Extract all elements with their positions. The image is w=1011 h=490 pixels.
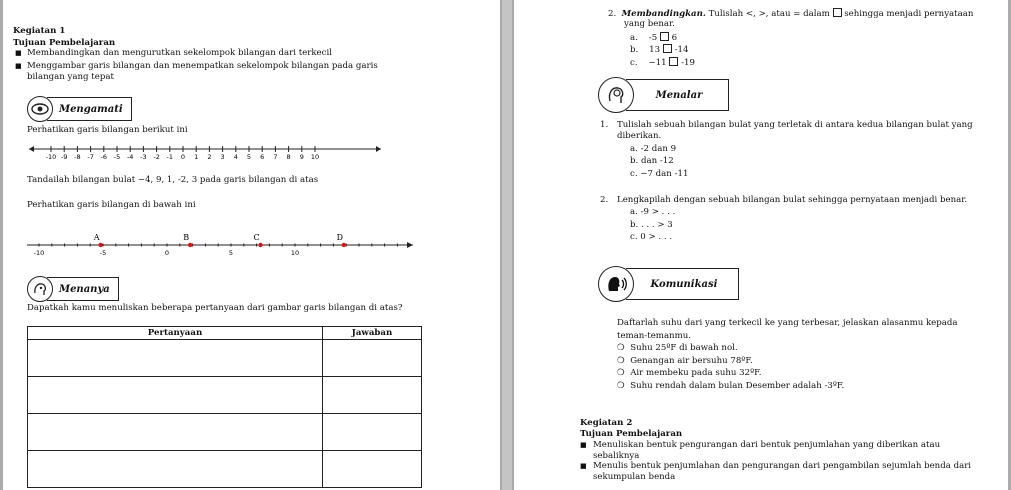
point-marker [98,243,102,247]
circle-bullet-icon: ❍ [617,381,625,391]
bullet-icon: ■ [580,441,587,449]
square-box-icon [660,32,669,41]
item2-bold: Membandingkan. [621,9,706,19]
tick-label: 10 [290,249,300,257]
list-item: Air membeku pada suhu 32ºF. [630,368,762,378]
option-letter: b. [630,45,639,55]
menalar-q1-option-a: a. -2 dan 9 [630,144,677,154]
objective-2: Menggambar garis bilangan dan menempatkan sekelompok bilangan pada garis [27,61,378,71]
tick-label: -3 [140,153,147,161]
arrow-right-icon [376,146,381,152]
menalar-badge [598,82,729,108]
item2-number: 2. [608,9,617,19]
answer-cell[interactable] [323,377,422,414]
komunikasi-label: Komunikasi [626,268,739,300]
tick-label: -5 [99,249,107,257]
bullet-icon: ■ [15,49,22,57]
tick-label: 7 [273,153,278,161]
brain-head-icon [598,77,634,113]
option-right: -19 [681,58,695,68]
item2-text: Tulislah <, >, atau = dalam [705,9,830,19]
number-line-2 [25,232,415,262]
tick-label: 6 [260,153,265,161]
point-label: A [93,233,100,242]
tick-label: -6 [100,153,108,161]
instruction-3: Perhatikan garis bilangan di bawah ini [27,200,196,210]
tick-label: 5 [246,153,252,161]
komunikasi-item-4 [617,381,844,392]
tick-label: 10 [310,153,320,161]
point-label: B [183,233,190,242]
header-pertanyaan: Pertanyaan [28,327,323,340]
menalar-q1-number: 1. [600,120,609,130]
scrollbar[interactable] [502,0,512,490]
bullet-icon: ■ [15,62,22,70]
option-left: −11 [648,58,667,68]
point-marker [342,243,346,247]
left-page [3,0,500,490]
komunikasi-line2: teman-temanmu. [617,331,692,341]
question-cell[interactable] [28,414,323,451]
tick-label: 9 [299,153,304,161]
tick-label: 4 [233,153,238,161]
eye-icon [27,96,53,122]
mengamati-text: Perhatikan garis bilangan berikut ini [27,125,188,135]
objective-2-cont: bilangan yang tepat [27,72,114,82]
objective2-2-cont: sekumpulan benda [593,472,676,482]
answer-cell[interactable] [323,340,422,377]
table-row [28,377,422,414]
tujuan-title: Tujuan Pembelajaran [13,38,116,48]
list-item: Genangan air bersuhu 78ºF. [630,356,753,366]
point-label: C [253,233,260,242]
bullet-icon: ■ [580,462,587,470]
menanya-text: Dapatkah kamu menuliskan beberapa pertanyaan dari gambar garis bilangan di atas? [27,303,403,313]
option-right: 6 [671,33,678,43]
point-marker [188,243,192,247]
objective2-2: Menulis bentuk penjumlahan dan pengurangan dari pengambilan sejumlah benda dari [593,461,972,471]
tick-label: -8 [74,153,81,161]
menalar-q1-line1: Tulislah sebuah bilangan bulat yang terletak di antara kedua bilangan bulat yang [617,120,973,130]
arrow-left-icon [29,146,34,152]
menalar-q2-option-a: a. -9 > . . . [630,207,676,217]
item2-option-b [630,44,688,56]
tick-label: 2 [207,153,212,161]
menalar-q1-line2: diberikan. [617,131,662,141]
tick-label: 0 [164,249,170,257]
item2-line2: yang benar. [624,19,675,29]
menalar-label: Menalar [626,79,729,111]
option-left: 13 [649,45,661,55]
objective2-1-cont: sebaliknya [593,451,640,461]
tick-label: -1 [166,153,174,161]
tick-label: 5 [228,249,234,257]
tick-label: -5 [113,153,121,161]
number-line-1 [25,143,385,163]
point-label: D [336,233,344,242]
komunikasi-line1: Daftarlah suhu dari yang terkecil ke yang terbesar, jelaskan alasanmu kepada [617,318,958,328]
mengamati-label: Mengamati [47,97,132,121]
menanya-badge [27,276,119,302]
option-left: -5 [648,33,658,43]
question-cell[interactable] [28,377,323,414]
arrow-right-icon [407,242,413,248]
tick-label: 0 [180,153,186,161]
komunikasi-item-2 [617,356,753,367]
menalar-q2-option-b: b. . . . > 3 [630,220,673,230]
objective2-1: Menuliskan bentuk pengurangan dari bentuk penjumlahan yang diberikan atau [593,440,941,450]
menalar-q2-number: 2. [600,195,609,205]
tick-label: -10 [45,153,57,161]
mengamati-badge [27,96,132,122]
question-cell[interactable] [28,340,323,377]
answer-cell[interactable] [323,414,422,451]
list-item: Suhu 25ºF di bawah nol. [630,343,738,353]
list-item: Suhu rendah dalam bulan Desember adalah -3ºF. [630,381,845,391]
tick-label: -10 [33,249,45,257]
menalar-q2-text: Lengkapilah dengan sebuah bilangan bulat sehingga pernyataan menjadi benar. [617,195,968,205]
menalar-q1-option-c: c. −7 dan -11 [630,169,689,179]
option-letter: c. [630,58,638,68]
table-row [28,340,422,377]
header-jawaban: Jawaban [323,327,422,340]
kegiatan2-title: Kegiatan 2 [580,418,633,428]
thinking-head-icon [27,276,53,302]
tick-label: 1 [194,153,199,161]
square-box-icon [663,44,672,53]
komunikasi-item-1 [617,343,738,354]
question-cell[interactable] [28,451,323,488]
circle-bullet-icon: ❍ [617,368,625,378]
option-right: -14 [674,45,689,55]
tick-label: -7 [87,153,94,161]
circle-bullet-icon: ❍ [617,356,625,366]
speaking-head-icon [598,266,634,302]
tick-label: -2 [153,153,160,161]
menanya-label: Menanya [47,277,119,301]
instruction-2: Tandailah bilangan bulat −4, 9, 1, -2, 3 pada garis bilangan di atas [27,175,319,185]
square-box-icon [669,57,678,66]
question-answer-table [27,326,422,488]
right-page [514,0,1008,490]
objective-1: Membandingkan dan mengurutkan sekelompok bilangan dari terkecil [27,48,332,58]
option-letter: a. [630,33,638,43]
menalar-q1-option-b: b. dan -12 [630,156,674,166]
table-row [28,451,422,488]
tick-label: 8 [286,153,291,161]
komunikasi-item-3 [617,368,762,379]
table-row [28,414,422,451]
item2-option-a [630,32,677,44]
tick-label: -4 [126,153,134,161]
circle-bullet-icon: ❍ [617,343,625,353]
tick-label: 3 [220,153,225,161]
komunikasi-badge [598,271,739,297]
item2-option-c [630,57,695,69]
tick-label: -9 [60,153,68,161]
menalar-q2-option-c: c. 0 > . . . [630,232,673,242]
point-marker [258,243,262,247]
item2-text-b: sehingga menjadi pernyataan [841,9,974,19]
square-box-icon [833,8,842,17]
answer-cell[interactable] [323,451,422,488]
tujuan2-title: Tujuan Pembelajaran [580,429,683,439]
kegiatan-title: Kegiatan 1 [13,26,66,36]
